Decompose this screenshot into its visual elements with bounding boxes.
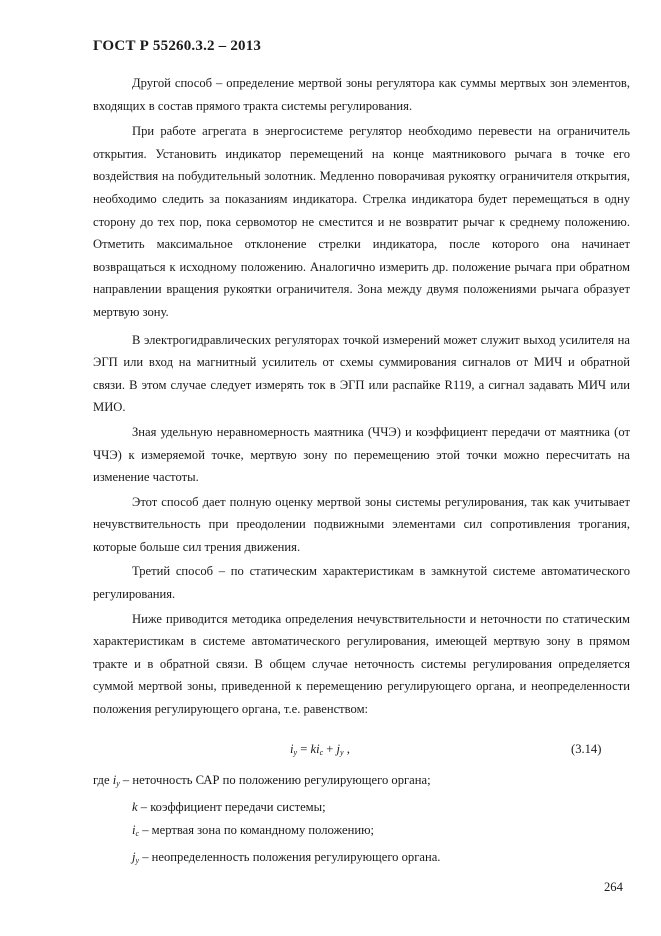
definition-symbol: i <box>132 823 136 837</box>
definition-text: – мертвая зона по командному положению; <box>139 823 375 837</box>
paragraph: Ниже приводится методика определения нечувствительности и неточности по статическим характеристикам в системе автоматического регулирования, имеющей мертвую зону в прямом тракте и в обратной связи. В общем случае неточность системы регулирования определяется суммой мертвой зоны, приведенной к перемещению регулирующего органа, и неопределенности положения регулирующего органа, т.е. равенством: <box>93 611 630 717</box>
paragraph: Этот способ дает полную оценку мертвой зоны системы регулирования, так как учитывает нечувствительность при преодолении подвижными элементами сил сопротивления трогания, которые больше сил трения движения. <box>93 494 630 554</box>
definition-subscript: с <box>135 829 140 838</box>
formula-symbol: k <box>310 742 317 756</box>
definition-row <box>93 846 630 873</box>
body-text <box>93 72 630 721</box>
definition-row <box>93 769 630 796</box>
formula-3-14 <box>93 742 630 762</box>
definition-symbol: i <box>112 773 117 787</box>
formula-subscript: у <box>340 748 344 757</box>
paragraph: Зная удельную неравномерность маятника (ЧЧЭ) и коэффициент передачи от маятника (от ЧЧЭ) к измеряемой точке, мертвую зону по перемещению этой точки можно пересчитать на изменение частоты. <box>93 424 630 485</box>
formula-subscript: у <box>293 748 298 757</box>
formula-number: (3.14) <box>571 742 602 756</box>
definition-row <box>93 796 630 820</box>
definition-prefix: где <box>93 773 113 787</box>
formula-punctuation: , <box>343 742 350 756</box>
formula-expression <box>290 742 350 757</box>
formula-subscript: с <box>319 748 324 757</box>
page-number: 264 <box>604 880 623 894</box>
definition-text: – коэффициент передачи системы; <box>137 799 326 814</box>
definition-text: – неточность САР по положению регулирующего органа; <box>119 773 431 787</box>
formula-operator: + <box>323 742 337 756</box>
definition-symbol: k <box>132 799 138 814</box>
definition-text: – неопределенность положения регулирующего органа. <box>139 849 441 864</box>
formula-operator: = <box>297 742 311 756</box>
definition-symbol: j <box>132 849 136 864</box>
document-header: ГОСТ Р 55260.3.2 – 2013 <box>93 38 262 54</box>
definition-subscript: у <box>135 855 140 865</box>
paragraph: При работе агрегата в энергосистеме регулятор необходимо перевести на ограничитель открытия. Установить индикатор перемещений на конце маятникового рычага в точке его воздействия на побудительный золотник. Медленно поворачивая рукоятку ограничителя открытия, необходимо следить за показаниям индикатора. Стрелка индикатора будет перемещаться в одну сторону до тех пор, пока сервомотор не сместится и не возвратит рычаг к среднему положению. Отметить максимальное отклонение стрелки индикатора, после которого она начинает возвращаться к исходному положению. Аналогично измерить др. положение рычага при обратном направлении вращения рукоятки ограничителя. Зона между двумя положениями рычага образует мертвую зону. <box>93 124 630 319</box>
definition-subscript: у <box>116 779 120 788</box>
paragraph: Третий способ – по статическим характеристикам в замкнутой системе автоматического регулирования. <box>93 564 630 602</box>
definition-row <box>93 819 630 846</box>
paragraph: В электрогидравлических регуляторах точкой измерений может служит выход усилителя на ЭГП или вход на магнитный усилитель от схемы суммирования сигналов от МИЧ и обратной связи. В этом случае следует измерять ток в ЭГП или распайке R119, а сигнал задавать МИЧ или МИО. <box>93 332 630 415</box>
formula-symbol: i <box>290 742 294 756</box>
variable-definitions <box>93 769 630 872</box>
formula-symbol: i <box>316 742 320 756</box>
formula-symbol: j <box>336 742 341 756</box>
paragraph: Другой способ – определение мертвой зоны регулятора как суммы мертвых зон элементов, входящих в состав прямого тракта системы регулирования. <box>93 76 630 113</box>
